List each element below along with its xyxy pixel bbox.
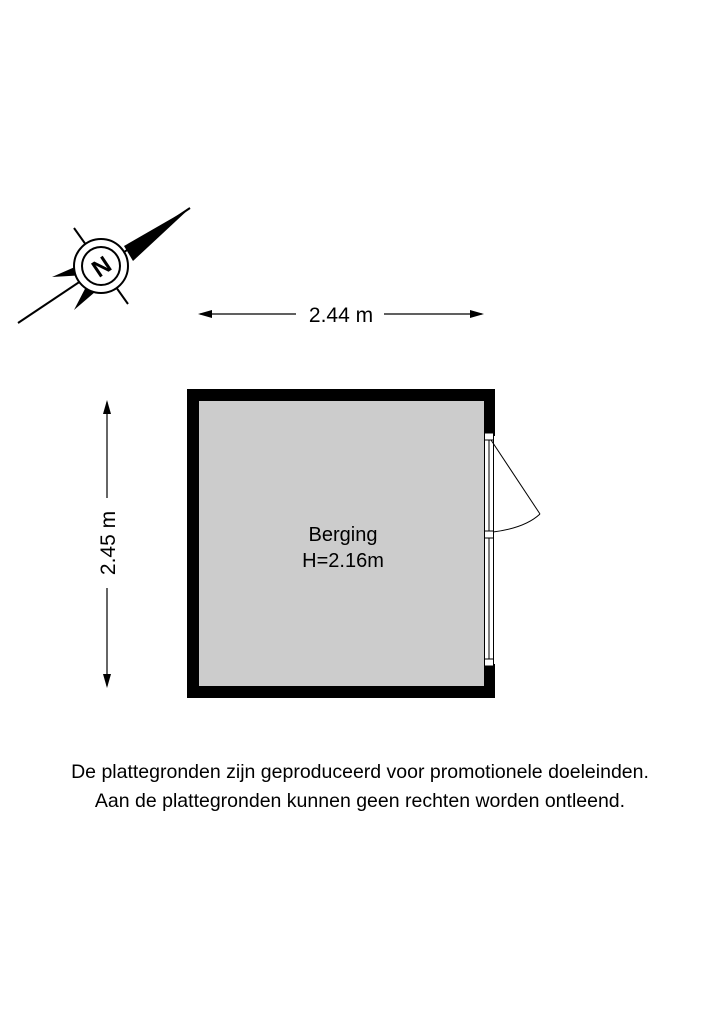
arrow-right-icon [470,310,484,318]
door-swing [491,440,540,532]
arrow-up-icon [103,400,111,414]
disclaimer-line-2: Aan de plattegronden kunnen geen rechten worden ontleend. [94,790,626,812]
room-berging [187,389,540,698]
disclaimer-line-1: De plattegronden zijn geproduceerd voor promotionele doeleinden. [71,761,649,783]
disclaimer [0,758,720,816]
arrow-left-icon [198,310,212,318]
width-dimension-label: 2.44 m [308,304,374,327]
width-dimension [198,304,484,327]
compass-letter: N [87,251,117,284]
depth-dimension [97,400,120,688]
room-name: Berging [308,524,378,546]
room-height: H=2.16m [302,550,384,572]
compass-icon [18,208,190,323]
depth-dimension-label: 2.45 m [97,510,120,576]
arrow-down-icon [103,674,111,688]
